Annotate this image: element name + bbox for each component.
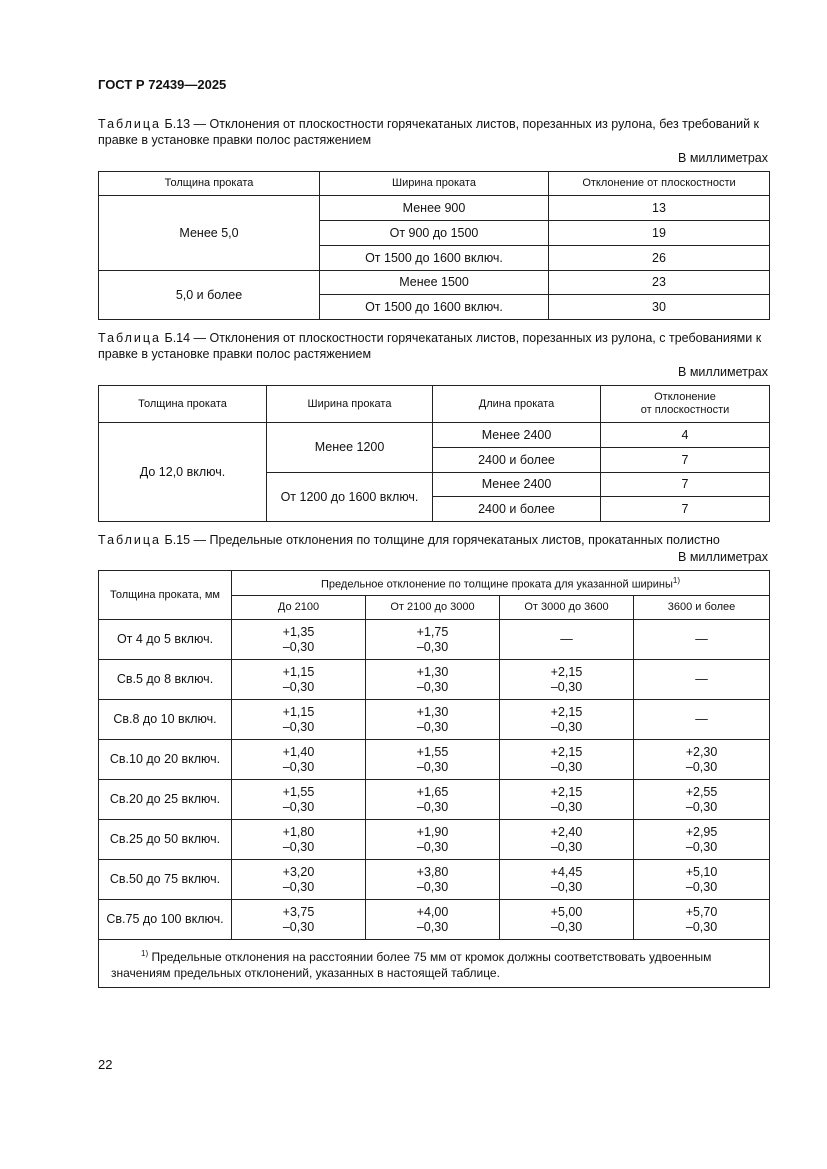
table15-footnote-row	[99, 940, 770, 988]
table15-deviation-cell	[634, 780, 770, 820]
table15-thickness-cell: Св.5 до 8 включ.	[99, 660, 232, 700]
lower-deviation: –0,30	[685, 839, 718, 854]
upper-deviation: +2,30	[685, 744, 718, 759]
table15-subheader-cell: От 3000 до 3600	[500, 596, 634, 620]
upper-deviation: +3,75	[282, 904, 315, 919]
table14-header-cell: Длина проката	[433, 386, 601, 423]
lower-deviation: –0,30	[282, 679, 315, 694]
upper-deviation: +2,15	[550, 704, 583, 719]
table14-header-cell	[601, 386, 770, 423]
upper-deviation: +2,40	[550, 824, 583, 839]
upper-deviation: +2,15	[550, 744, 583, 759]
table15-thickness-cell: Св.50 до 75 включ.	[99, 860, 232, 900]
upper-deviation: +1,90	[416, 824, 449, 839]
table13-header-cell: Толщина проката	[99, 172, 320, 196]
table14-header-cell: Толщина проката	[99, 386, 267, 423]
table13-deviation-cell: 30	[549, 295, 770, 320]
upper-deviation: +1,55	[282, 784, 315, 799]
table14-caption-text: Б.14 — Отклонения от плоскостности горячекатаных листов, порезанных из рулона, с требованиями к правке в установке правки полос растяжением	[98, 331, 762, 361]
upper-deviation: +1,30	[416, 704, 449, 719]
table14-length-cell: Менее 2400	[433, 473, 601, 497]
table15-deviation-cell	[634, 700, 770, 740]
lower-deviation: –0,30	[550, 839, 583, 854]
lower-deviation: –0,30	[550, 799, 583, 814]
table15-units: В миллиметрах	[678, 550, 768, 564]
table15-body	[99, 620, 770, 940]
page-number: 22	[98, 1057, 113, 1072]
upper-deviation: +5,00	[550, 904, 583, 919]
table15-footnote	[99, 940, 770, 988]
table13-width-cell: От 1500 до 1600 включ.	[320, 246, 549, 271]
table15-footnote-text: Предельные отклонения на расстоянии более 75 мм от кромок должны соответствовать удвоенным значениям предельных отклонений, указанных в настоящей таблице.	[111, 950, 712, 980]
table-row	[99, 423, 770, 448]
table14-length-cell: Менее 2400	[433, 423, 601, 448]
lower-deviation: –0,30	[416, 639, 449, 654]
table15-header-footnote-mark: 1)	[672, 576, 681, 586]
upper-deviation: +1,40	[282, 744, 315, 759]
table14-deviation-cell: 7	[601, 497, 770, 522]
table13-deviation-cell: 23	[549, 271, 770, 295]
table-row	[99, 780, 770, 820]
upper-deviation: +2,15	[550, 784, 583, 799]
table15-deviation-cell	[232, 780, 366, 820]
table13-caption-text: Б.13 — Отклонения от плоскостности горячекатаных листов, порезанных из рулона, без требований к правке в установке правки полос растяжением	[98, 117, 760, 147]
table15-deviation-cell	[366, 700, 500, 740]
upper-deviation: +1,75	[416, 624, 449, 639]
table14-deviation-cell: 7	[601, 473, 770, 497]
table15-caption	[98, 532, 770, 548]
table15-deviation-cell	[500, 900, 634, 940]
upper-deviation: +4,00	[416, 904, 449, 919]
no-value-dash: —	[560, 632, 573, 646]
table-row	[99, 660, 770, 700]
table14-units: В миллиметрах	[678, 365, 768, 379]
table13-deviation-cell: 13	[549, 196, 770, 221]
lower-deviation: –0,30	[282, 639, 315, 654]
table15-footnote-mark: 1)	[141, 949, 149, 958]
table13-thickness-cell: Менее 5,0	[99, 196, 320, 271]
upper-deviation: +1,15	[282, 704, 315, 719]
lower-deviation: –0,30	[282, 799, 315, 814]
table15-deviation-cell	[366, 900, 500, 940]
table15-caption-text: Б.15 — Предельные отклонения по толщине для горячекатаных листов, прокатанных полистно	[161, 533, 720, 547]
table15-deviation-cell	[500, 820, 634, 860]
lower-deviation: –0,30	[550, 919, 583, 934]
table15-deviation-cell	[634, 900, 770, 940]
table15-deviation-cell	[500, 860, 634, 900]
table13-label: Таблица	[98, 117, 162, 131]
lower-deviation: –0,30	[416, 919, 449, 934]
table15-header-thickness: Толщина проката, мм	[99, 571, 232, 620]
table15-subheader-cell: До 2100	[232, 596, 366, 620]
table-row	[99, 196, 770, 221]
table-row	[99, 820, 770, 860]
table13-width-cell: От 1500 до 1600 включ.	[320, 295, 549, 320]
table15-deviation-cell	[366, 860, 500, 900]
table15-deviation-cell	[500, 700, 634, 740]
table15-thickness-cell: Св.20 до 25 включ.	[99, 780, 232, 820]
lower-deviation: –0,30	[685, 919, 718, 934]
table15-header-row	[99, 571, 770, 596]
table15-thickness-cell: Св.10 до 20 включ.	[99, 740, 232, 780]
table15-deviation-cell	[634, 860, 770, 900]
table15-thickness-cell: Св.75 до 100 включ.	[99, 900, 232, 940]
table14-deviation-cell: 4	[601, 423, 770, 448]
table15-deviation-cell	[634, 620, 770, 660]
upper-deviation: +1,30	[416, 664, 449, 679]
lower-deviation: –0,30	[282, 719, 315, 734]
table13-header-row	[99, 172, 770, 196]
lower-deviation: –0,30	[282, 919, 315, 934]
table15-deviation-cell	[366, 660, 500, 700]
table15-deviation-cell	[500, 740, 634, 780]
table-row	[99, 900, 770, 940]
table-row	[99, 740, 770, 780]
lower-deviation: –0,30	[685, 879, 718, 894]
table14-header-row	[99, 386, 770, 423]
upper-deviation: +3,20	[282, 864, 315, 879]
table15-subheader-cell: 3600 и более	[634, 596, 770, 620]
table15-deviation-cell	[232, 900, 366, 940]
lower-deviation: –0,30	[416, 759, 449, 774]
table14-width-cell: От 1200 до 1600 включ.	[267, 473, 433, 522]
lower-deviation: –0,30	[282, 879, 315, 894]
lower-deviation: –0,30	[416, 839, 449, 854]
table14-deviation-cell: 7	[601, 448, 770, 473]
table13-deviation-cell: 19	[549, 221, 770, 246]
table15-thickness-cell: Св.25 до 50 включ.	[99, 820, 232, 860]
table15-deviation-cell	[500, 660, 634, 700]
table15-deviation-cell	[500, 620, 634, 660]
table13-width-cell: Менее 1500	[320, 271, 549, 295]
table13-width-cell: Менее 900	[320, 196, 549, 221]
table13-width-cell: От 900 до 1500	[320, 221, 549, 246]
table15-deviation-cell	[232, 700, 366, 740]
table15-thickness-cell: От 4 до 5 включ.	[99, 620, 232, 660]
table14	[98, 385, 770, 522]
lower-deviation: –0,30	[685, 759, 718, 774]
upper-deviation: +4,45	[550, 864, 583, 879]
table15-deviation-cell	[366, 620, 500, 660]
table15-deviation-cell	[232, 740, 366, 780]
table15-deviation-cell	[232, 860, 366, 900]
table15-deviation-cell	[366, 740, 500, 780]
table15-label: Таблица	[98, 533, 162, 547]
no-value-dash: —	[695, 632, 708, 646]
table15-deviation-cell	[634, 660, 770, 700]
table13-thickness-cell: 5,0 и более	[99, 271, 320, 320]
table14-caption	[98, 330, 770, 362]
table15-deviation-cell	[500, 780, 634, 820]
table14-header-line: Отклонение	[654, 391, 716, 403]
table15-header-group-text: Предельное отклонение по толщине проката для указанной ширины	[321, 578, 673, 591]
table14-length-cell: 2400 и более	[433, 448, 601, 473]
lower-deviation: –0,30	[416, 719, 449, 734]
table15-deviation-cell	[634, 740, 770, 780]
upper-deviation: +1,65	[416, 784, 449, 799]
lower-deviation: –0,30	[550, 719, 583, 734]
table15	[98, 570, 770, 988]
standard-header: ГОСТ Р 72439—2025	[98, 77, 227, 92]
no-value-dash: —	[695, 712, 708, 726]
upper-deviation: +3,80	[416, 864, 449, 879]
lower-deviation: –0,30	[282, 839, 315, 854]
table13	[98, 171, 770, 320]
table-row	[99, 860, 770, 900]
table15-deviation-cell	[634, 820, 770, 860]
upper-deviation: +5,70	[685, 904, 718, 919]
lower-deviation: –0,30	[685, 799, 718, 814]
table15-deviation-cell	[366, 780, 500, 820]
table-row	[99, 271, 770, 295]
lower-deviation: –0,30	[416, 799, 449, 814]
upper-deviation: +1,15	[282, 664, 315, 679]
lower-deviation: –0,30	[282, 759, 315, 774]
lower-deviation: –0,30	[416, 879, 449, 894]
table14-header-cell: Ширина проката	[267, 386, 433, 423]
table15-subheader-cell: От 2100 до 3000	[366, 596, 500, 620]
table15-deviation-cell	[232, 820, 366, 860]
table-row	[99, 700, 770, 740]
table13-header-cell: Отклонение от плоскостности	[549, 172, 770, 196]
no-value-dash: —	[695, 672, 708, 686]
upper-deviation: +2,55	[685, 784, 718, 799]
upper-deviation: +1,35	[282, 624, 315, 639]
upper-deviation: +1,80	[282, 824, 315, 839]
table13-caption	[98, 116, 770, 148]
table14-length-cell: 2400 и более	[433, 497, 601, 522]
lower-deviation: –0,30	[550, 879, 583, 894]
table14-label: Таблица	[98, 331, 162, 345]
table15-header-group	[232, 571, 770, 596]
lower-deviation: –0,30	[550, 679, 583, 694]
lower-deviation: –0,30	[416, 679, 449, 694]
table15-deviation-cell	[366, 820, 500, 860]
table15-thickness-cell: Св.8 до 10 включ.	[99, 700, 232, 740]
table15-deviation-cell	[232, 660, 366, 700]
upper-deviation: +2,95	[685, 824, 718, 839]
table13-header-cell: Ширина проката	[320, 172, 549, 196]
upper-deviation: +1,55	[416, 744, 449, 759]
table14-thickness-cell: До 12,0 включ.	[99, 423, 267, 522]
table13-units: В миллиметрах	[678, 151, 768, 165]
table15-deviation-cell	[232, 620, 366, 660]
table14-header-line: от плоскостности	[640, 404, 730, 416]
table13-deviation-cell: 26	[549, 246, 770, 271]
table14-width-cell: Менее 1200	[267, 423, 433, 473]
table-row	[99, 620, 770, 660]
upper-deviation: +5,10	[685, 864, 718, 879]
lower-deviation: –0,30	[550, 759, 583, 774]
upper-deviation: +2,15	[550, 664, 583, 679]
